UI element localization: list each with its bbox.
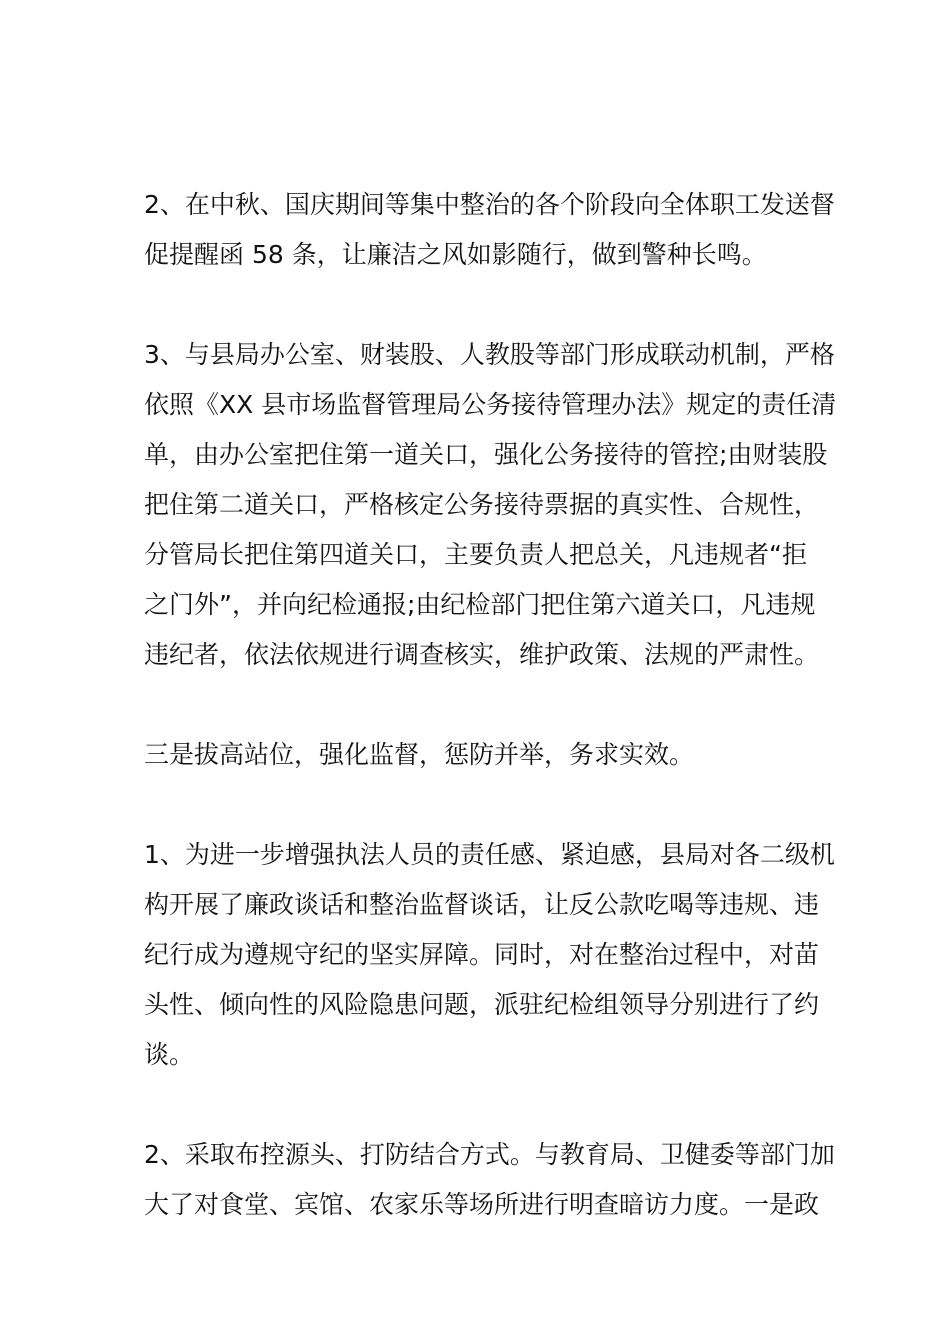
paragraph-item-1-integrity-talks	[144, 830, 835, 1080]
text-line: 构开展了廉政谈话和整治监督谈话，让反公款吃喝等违规、违	[144, 890, 820, 919]
paragraph-item-2-reminders	[144, 180, 835, 280]
text-line: 3、与县局办公室、财装股、人教股等部门形成联动机制，严格	[144, 340, 835, 369]
text-line: 2、采取布控源头、打防结合方式。与教育局、卫健委等部门加	[144, 1140, 835, 1169]
text-line: 单，由办公室把住第一道关口，强化公务接待的管控;由财装股	[144, 440, 828, 469]
section-heading-three	[144, 730, 808, 780]
text-line: 1、为进一步增强执法人员的责任感、紧迫感，县局对各二级机	[144, 840, 835, 869]
text-line: 之门外”，并向纪检通报;由纪检部门把住第六道关口，凡违规	[144, 590, 816, 619]
text-line: 促提醒函 58 条，让廉洁之风如影随行，做到警种长鸣。	[144, 240, 767, 269]
text-line: 谈。	[144, 1040, 195, 1069]
text-line: 2、在中秋、国庆期间等集中整治的各个阶段向全体职工发送督	[144, 190, 835, 219]
text-line: 分管局长把住第四道关口，主要负责人把总关，凡违规者“拒	[144, 540, 807, 569]
text-line: 把住第二道关口，严格核定公务接待票据的真实性、合规性，	[144, 490, 820, 519]
text-line: 依照《XX 县市场监督管理局公务接待管理办法》规定的责任清	[144, 390, 837, 419]
text-line: 大了对食堂、宾馆、农家乐等场所进行明查暗访力度。一是政	[144, 1190, 820, 1219]
paragraph-item-3-linkage-mechanism	[144, 330, 837, 680]
text-line: 纪行成为遵规守纪的坚实屏障。同时，对在整治过程中，对苗	[144, 940, 820, 969]
text-line: 违纪者，依法依规进行调查核实，维护政策、法规的严肃性。	[144, 640, 820, 669]
text-line: 三是拔高站位，强化监督，惩防并举，务求实效。	[144, 740, 695, 769]
paragraph-item-2-source-control	[144, 1130, 835, 1230]
document-body	[144, 180, 837, 1280]
text-line: 头性、倾向性的风险隐患问题，派驻纪检组领导分别进行了约	[144, 990, 820, 1019]
